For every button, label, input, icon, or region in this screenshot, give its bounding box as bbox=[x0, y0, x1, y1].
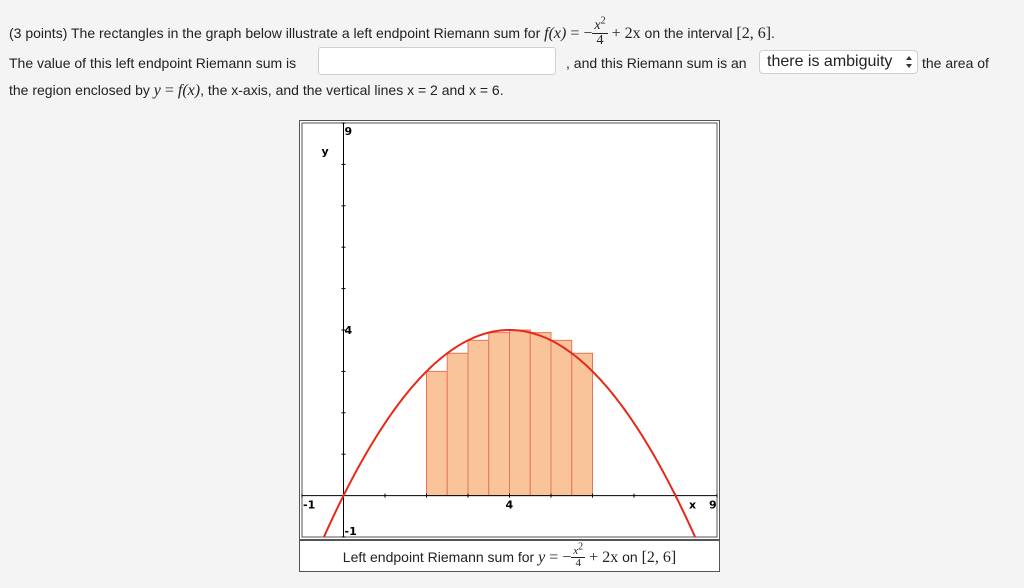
y-axis-label: y bbox=[321, 145, 329, 158]
interval-value: [2, 6] bbox=[736, 25, 772, 43]
x-tick-max: 9 bbox=[709, 498, 717, 512]
problem-statement: (3 points) The rectangles in the graph below illustrate a left endpoint Riemann sum for f(x) = − $\frac{x^2}{4}$ + 2x on the interval [2, 6]. bbox=[9, 15, 775, 48]
riemann-sum-graph bbox=[299, 120, 720, 540]
graph-canvas bbox=[300, 121, 719, 539]
select-updown-icon bbox=[905, 55, 913, 69]
graph-caption: Left endpoint Riemann sum for y = − $\frac{x^2}{4}$ + 2x on [2, 6] bbox=[299, 540, 720, 572]
riemann-sum-answer-input[interactable] bbox=[318, 47, 556, 75]
function-plus-term: + 2x bbox=[607, 25, 641, 43]
y-tick-mid: 4 bbox=[344, 324, 353, 337]
select-value: there is ambiguity bbox=[767, 53, 893, 70]
interval-text: on the interval bbox=[640, 25, 737, 42]
riemann-rectangle bbox=[468, 340, 489, 495]
value-label: The value of this left endpoint Riemann sum is bbox=[9, 55, 297, 71]
function-fraction: $\frac{x^2}{4}$ bbox=[594, 15, 606, 48]
x-tick-mid: 4 bbox=[505, 498, 514, 512]
riemann-rectangle bbox=[530, 333, 551, 496]
comparison-select[interactable] bbox=[759, 50, 918, 74]
riemann-rectangle bbox=[427, 371, 448, 495]
function-equals: = − bbox=[566, 25, 593, 43]
connector-text: , and this Riemann sum is an bbox=[566, 55, 747, 71]
riemann-rectangle bbox=[489, 333, 510, 496]
x-axis-label: x bbox=[689, 498, 697, 512]
region-description: the region enclosed by y = f(x), the x-axis, and the vertical lines x = 2 and x = 6. bbox=[9, 82, 504, 99]
x-tick-min: -1 bbox=[303, 498, 316, 512]
riemann-rectangle bbox=[572, 353, 593, 495]
function-name: f(x) bbox=[544, 25, 567, 43]
problem-prefix: (3 points) The rectangles in the graph below illustrate a left endpoint Riemann sum for bbox=[9, 25, 545, 42]
riemann-rectangle bbox=[510, 330, 531, 496]
y-tick-max: 9 bbox=[344, 125, 353, 138]
riemann-rectangle bbox=[447, 353, 468, 495]
riemann-rectangle bbox=[551, 340, 572, 495]
after-dropdown-text: the area of bbox=[922, 55, 989, 71]
y-tick-min: -1 bbox=[344, 525, 357, 538]
